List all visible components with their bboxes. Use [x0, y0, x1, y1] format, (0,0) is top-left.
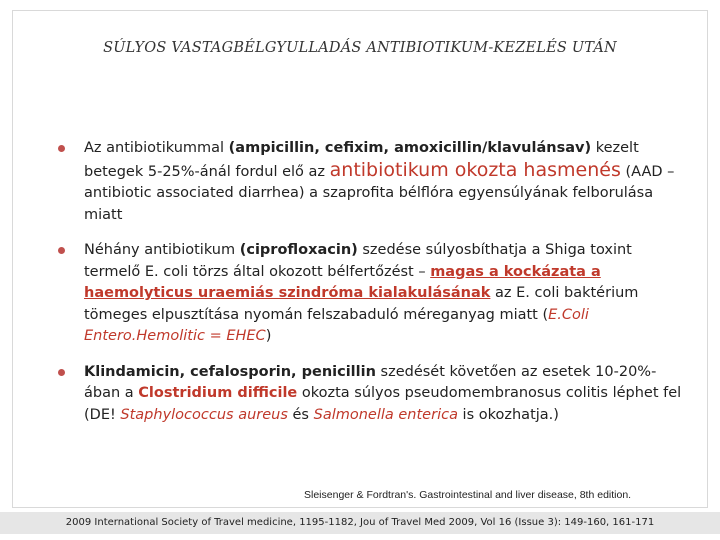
- bullet-text: szedését követően az esetek 10-20%-ában a: [84, 363, 657, 401]
- reference-footer: 2009 International Society of Travel medicine, 1195-1182, Jou of Travel Med 2009, Vol 16 (Issue 3): 149-160, 161-171: [0, 512, 720, 534]
- bullet-italic-text: Staphylococcus aureus: [120, 406, 288, 423]
- bullet-list: [56, 138, 686, 440]
- bullet-item: [56, 138, 686, 226]
- bullet-italic-text: Salmonella enterica: [313, 406, 458, 423]
- bullet-text: is okozhatja.): [457, 406, 559, 423]
- reference-citation: Sleisenger & Fordtran's. Gastrointestinal and liver disease, 8th edition.: [304, 489, 632, 501]
- bullet-text: Néhány antibiotikum: [84, 242, 240, 258]
- bullet-dot-icon: [58, 369, 65, 376]
- bullet-bold-text: Klindamicin, cefalosporin, penicillin: [84, 363, 376, 380]
- bullet-text: és: [287, 406, 314, 423]
- bullet-item: [56, 362, 686, 427]
- bullet-bold-text: (ciprofloxacin): [239, 242, 358, 258]
- bullet-text: szedése súlyosbíthatja a Shiga toxint termelő E. coli törzs által okozott bélfertőzést –: [84, 242, 632, 280]
- bullet-highlight-text: magas a kockázata a haemolyticus uraemiás szindróma kialakulásának: [84, 263, 601, 301]
- bullet-text: (AAD – antibiotic associated diarrhea) a szaprofita bélflóra egyensúlyának felborulása miatt: [84, 163, 675, 223]
- bullet-text: kezelt betegek 5-25%-ánál fordul elő az: [84, 140, 639, 180]
- bullet-item: [56, 240, 686, 348]
- bullet-text: ): [265, 328, 272, 344]
- bullet-italic-text: E.Coli Entero.Hemolitic = EHEC: [84, 306, 589, 344]
- bullet-dot-icon: [58, 145, 65, 152]
- bullet-text: okozta súlyos pseudomembranosus colitis léphet fel (DE!: [84, 385, 682, 423]
- slide-title: SÚLYOS VASTAGBÉLGYULLADÁS ANTIBIOTIKUM-KEZELÉS UTÁN: [103, 40, 617, 56]
- bullet-highlight-text: antibiotikum okozta hasmenés: [329, 158, 621, 181]
- bullet-dot-icon: [58, 247, 65, 254]
- bullet-bold-text: (ampicillin, cefixim, amoxicillin/klavulánsav): [228, 140, 592, 156]
- bullet-text: az E. coli baktérium tömeges elpusztítása nyomán felszabaduló méreganyag miatt (: [84, 285, 639, 323]
- bullet-text: Az antibiotikummal: [84, 140, 229, 156]
- bullet-highlight-text: Clostridium difficile: [138, 385, 298, 401]
